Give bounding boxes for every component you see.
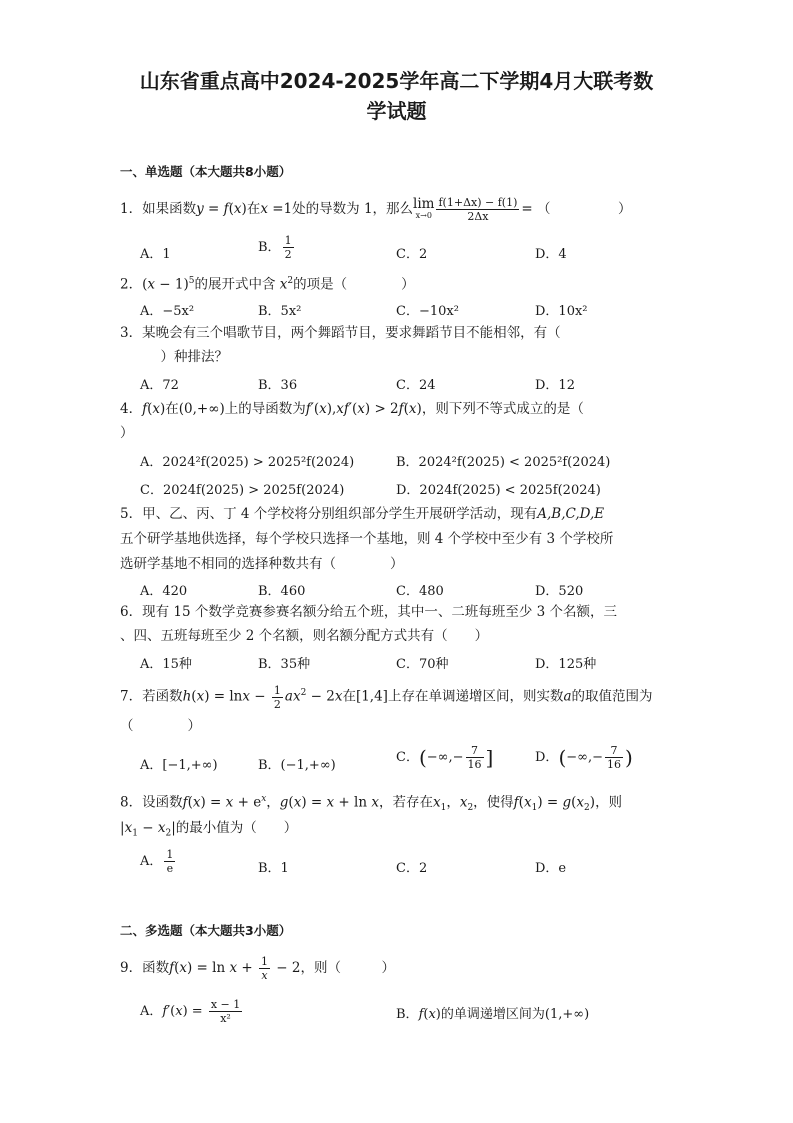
q1-option-d: D．4 <box>535 247 567 262</box>
question-3-line2: ）种排法？ <box>120 349 228 365</box>
page-title-line1: 山东省重点高中2024-2025学年高二下学期4月大联考数 <box>139 69 654 93</box>
question-7-line2: （ ） <box>120 718 201 734</box>
q2-option-a: A．−5x² <box>140 304 195 319</box>
question-8-line1: 8．设函数$f(x) = x + e^x$，g(x) = x + ln x，若存在$x_1$，$x_2$，使得$f(x_1) = g(x_2)$，则 <box>120 794 623 814</box>
q1-option-c: C．2 <box>396 247 428 262</box>
q3-option-a: A．72 <box>140 378 179 393</box>
question-7-line1: 7．若函数h(x) = lnx − $\frac{1}{2}$ $ax^2 - 2x$在[1,4]上存在单调递增区间，则实数a的取值范围为 <box>120 683 653 711</box>
section-heading-multi: 二、多选题（本大题共3小题） <box>120 923 292 938</box>
section-heading-single: 一、单选题（本大题共8小题） <box>120 164 292 179</box>
question-8-line2: $|x_1 - x_2|$的最小值为（ ） <box>120 820 298 839</box>
q7-option-d: D．(−∞,− $\frac{7}{16}$ ) <box>535 744 633 771</box>
question-3-line1: 3．某晚会有三个唱歌节目，两个舞蹈节目，要求舞蹈节目不能相邻，有（ <box>120 325 561 341</box>
page-title-line2: 学试题 <box>366 99 427 123</box>
question-9: 9．函数f(x) = ln x + $\frac{1}{x}$ − 2，则（ ） <box>120 955 395 982</box>
q4-option-d: D．2024f(2025) < 2025f(2024) <box>396 483 601 498</box>
question-2: 2．$(x - 1)^5$的展开式中含 $x^2$的项是（ ） <box>120 276 415 293</box>
q8-option-b: B．1 <box>258 861 289 876</box>
question-5-line3: 选研学基地不相同的选择种数共有（ ） <box>120 556 404 572</box>
q7-option-a: A．[−1,+∞) <box>140 758 218 773</box>
limit-symbol: lim x→0 <box>413 195 435 220</box>
question-4-line2: ） <box>120 425 134 441</box>
q3-option-b: B．36 <box>258 378 298 393</box>
q8-option-c: C．2 <box>396 861 428 876</box>
question-4-line1: 4．f(x)在(0,+∞)上的导函数为f′(x),xf′(x) > 2f(x)，则下列不等式成立的是（ <box>120 401 584 417</box>
q5-option-a: A．420 <box>140 584 188 599</box>
question-1: 1．如果函数y = f(x)在x =1处的导数为 1，那么lim x→0 $\frac{f(1+\Delta x) - f(1)}{2\Delta x}$ = （ ） <box>120 195 632 223</box>
q8-option-d: D．e <box>535 861 567 876</box>
q7-option-c: C．(−∞,− $\frac{7}{16}$ ] <box>396 744 494 771</box>
question-6-line2: 、四、五班每班至少 2 个名额，则名额分配方式共有（ ） <box>120 628 489 644</box>
q4-option-c: C．2024f(2025) > 2025f(2024) <box>140 483 345 498</box>
question-6-line1: 6．现有 15 个数学竞赛参赛名额分给五个班，其中一、二班每班至少 3 个名额，三 <box>120 604 618 620</box>
q5-option-d: D．520 <box>535 584 584 599</box>
q2-option-d: D．10x² <box>535 304 588 319</box>
question-5-line1: 5．甲、乙、丙、丁 4 个学校将分别组织部分学生开展研学活动，现有A,B,C,D,E <box>120 506 605 522</box>
q7-option-b: B．(−1,+∞) <box>258 758 336 773</box>
q3-option-c: C．24 <box>396 378 436 393</box>
q5-option-b: B．460 <box>258 584 306 599</box>
q4-option-b: B．2024²f(2025) < 2025²f(2024) <box>396 455 611 470</box>
q9-option-a: A．f′(x) = $\frac{x - 1}{\text{x²}}$ <box>140 998 241 1025</box>
q2-option-c: C．−10x² <box>396 304 459 319</box>
question-5-line2: 五个研学基地供选择，每个学校只选择一个基地，则 4 个学校中至少有 3 个学校所 <box>120 531 614 547</box>
q9-option-b: B．f(x)的单调递增区间为(1,+∞) <box>396 1007 590 1022</box>
fraction: $\frac{f(1+\Delta x) - f(1)}{2\Delta x}$ <box>438 196 518 223</box>
q6-option-d: D．125种 <box>535 657 597 672</box>
q2-option-b: B．5x² <box>258 304 302 319</box>
q8-option-a: A． $\frac{1}{e}$ <box>140 848 174 875</box>
q6-option-a: A．15种 <box>140 657 192 672</box>
q4-option-a: A．2024²f(2025) > 2025²f(2024) <box>140 455 355 470</box>
q6-option-b: B．35种 <box>258 657 311 672</box>
q6-option-c: C．70种 <box>396 657 449 672</box>
q3-option-d: D．12 <box>535 378 575 393</box>
q1-option-a: A．1 <box>140 247 171 262</box>
q5-option-c: C．480 <box>396 584 444 599</box>
q1-option-b: B． $\frac{1}{2}$ <box>258 234 292 261</box>
